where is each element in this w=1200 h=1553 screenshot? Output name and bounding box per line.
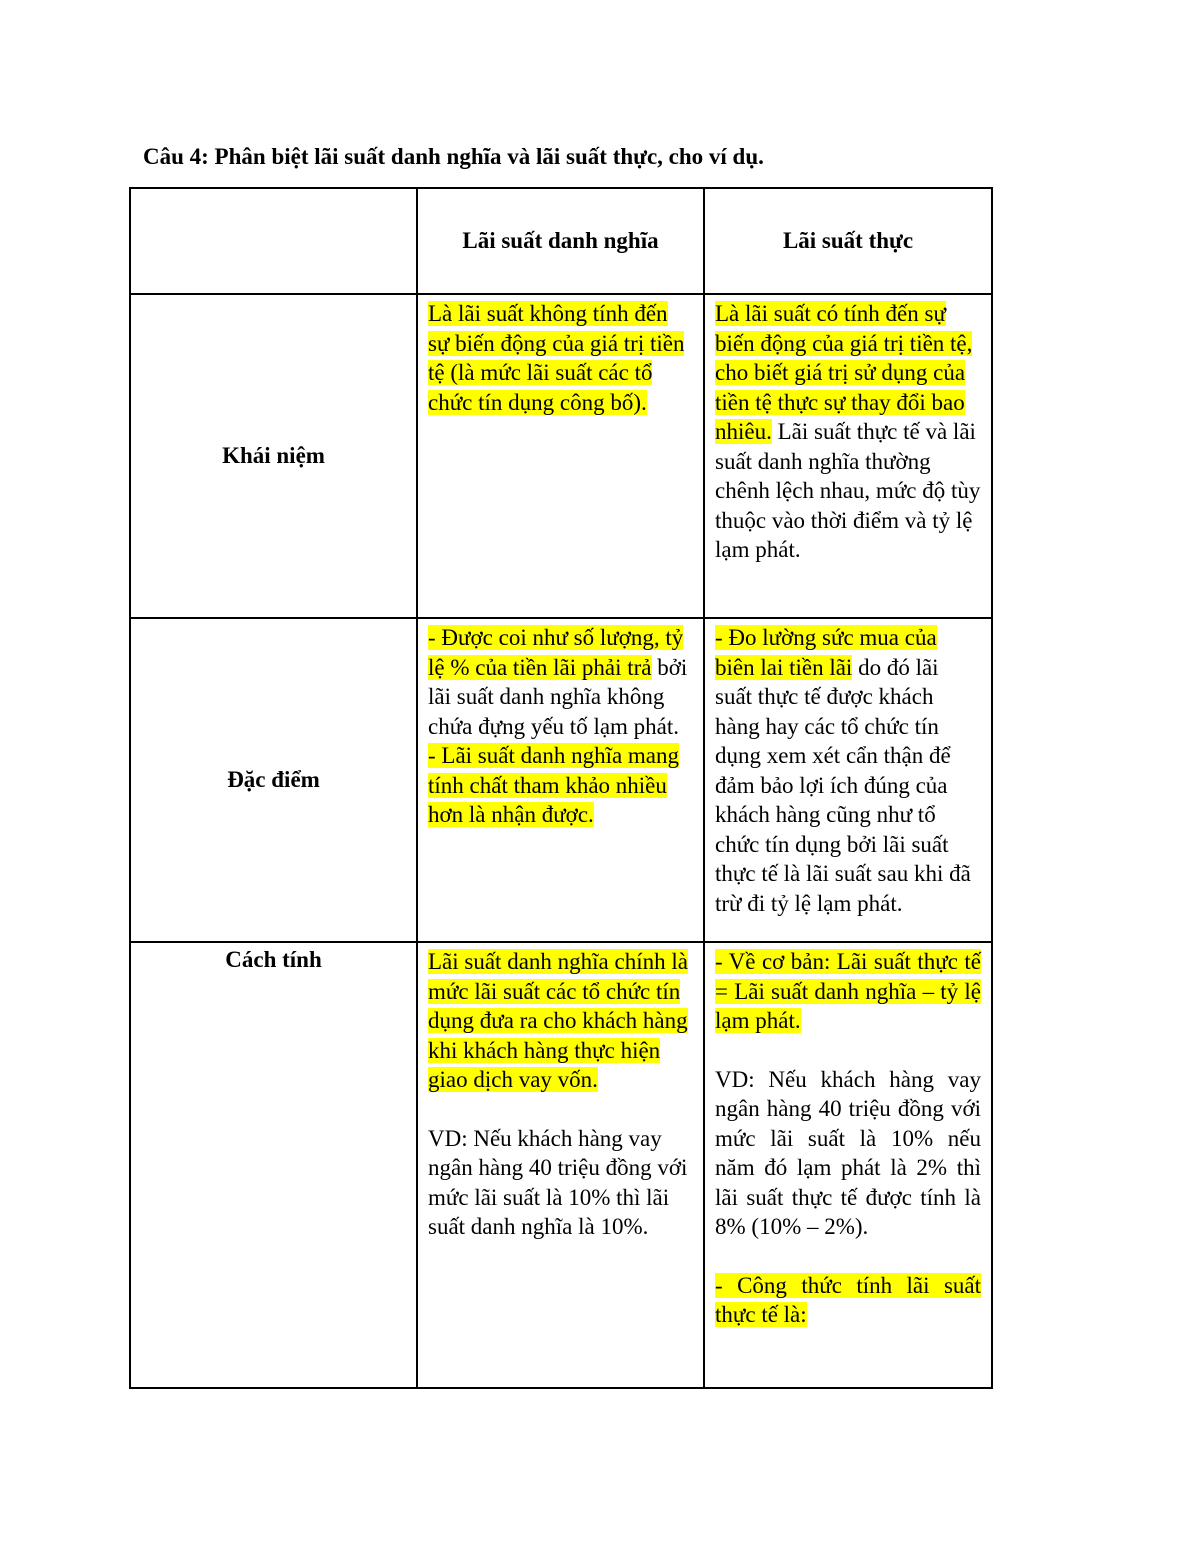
cell-feature-real [704, 618, 992, 942]
cell-concept-nominal [417, 294, 704, 618]
plain-text: do đó lãi suất thực tế được khách hàng hay các tổ chức tín dụng xem xét cẩn thận để đảm bảo lợi ích đúng của khách hàng cũng như tổ chức tín dụng bởi lãi suất thực tế là lãi suất sau khi đã trừ đi tỷ lệ lạm phát. [715, 654, 971, 916]
highlighted-text: - Được coi như số lượng, tỷ lệ % của tiền lãi phải trả [428, 625, 684, 680]
table-header-row [130, 188, 992, 294]
highlighted-text: - Về cơ bản: Lãi suất thực tế = Lãi suất danh nghĩa – tỷ lệ lạm phát. [715, 949, 981, 1033]
row-label-feature: Đặc điểm [130, 618, 417, 942]
highlighted-text: Lãi suất danh nghĩa chính là mức lãi suất các tổ chức tín dụng đưa ra cho khách hàng khi khách hàng thực hiện giao dịch vay vốn. [428, 949, 688, 1092]
cell-calc-nominal [417, 942, 704, 1388]
cell-feature-nominal [417, 618, 704, 942]
header-nominal-rate: Lãi suất danh nghĩa [417, 188, 704, 294]
row-label-calc: Cách tính [130, 942, 417, 1388]
example-text: VD: Nếu khách hàng vay ngân hàng 40 triệu đồng với mức lãi suất là 10% nếu năm đó lạm phát là 2% thì lãi suất thực tế được tính là 8% (10% – 2%). [715, 1066, 981, 1239]
table-row-concept [130, 294, 992, 618]
plain-text: Lãi suất thực tế và lãi suất danh nghĩa thường chênh lệch nhau, mức độ tùy thuộc vào thời điểm và tỷ lệ lạm phát. [715, 419, 981, 562]
header-real-rate: Lãi suất thực [704, 188, 992, 294]
comparison-table [129, 187, 993, 1389]
header-empty-cell [130, 188, 417, 294]
plain-text: bởi lãi suất danh nghĩa không chứa đựng yếu tố lạm phát. [428, 654, 688, 739]
table-row-calc [130, 942, 992, 1388]
highlighted-text: Là lãi suất có tính đến sự biến động của giá trị tiền tệ, cho biết giá trị sử dụng của tiền tệ thực sự thay đổi bao nhiêu. [715, 301, 973, 444]
example-text: VD: Nếu khách hàng vay ngân hàng 40 triệu đồng với mức lãi suất là 10% thì lãi suất danh nghĩa là 10%. [428, 1125, 688, 1239]
highlighted-text: - Lãi suất danh nghĩa mang tính chất tham khảo nhiều hơn là nhận được. [428, 743, 680, 827]
cell-concept-real [704, 294, 992, 618]
highlighted-text: Là lãi suất không tính đến sự biến động của giá trị tiền tệ (là mức lãi suất các tổ chức tín dụng công bố). [428, 301, 685, 415]
table-row-feature [130, 618, 992, 942]
cell-calc-real [704, 942, 992, 1388]
highlighted-text: - Đo lường sức mua của biên lai tiền lãi [715, 625, 937, 680]
page-heading: Câu 4: Phân biệt lãi suất danh nghĩa và lãi suất thực, cho ví dụ. [143, 144, 764, 169]
highlighted-text: - Công thức tính lãi suất thực tế là: [715, 1272, 981, 1327]
row-label-concept: Khái niệm [130, 294, 417, 618]
